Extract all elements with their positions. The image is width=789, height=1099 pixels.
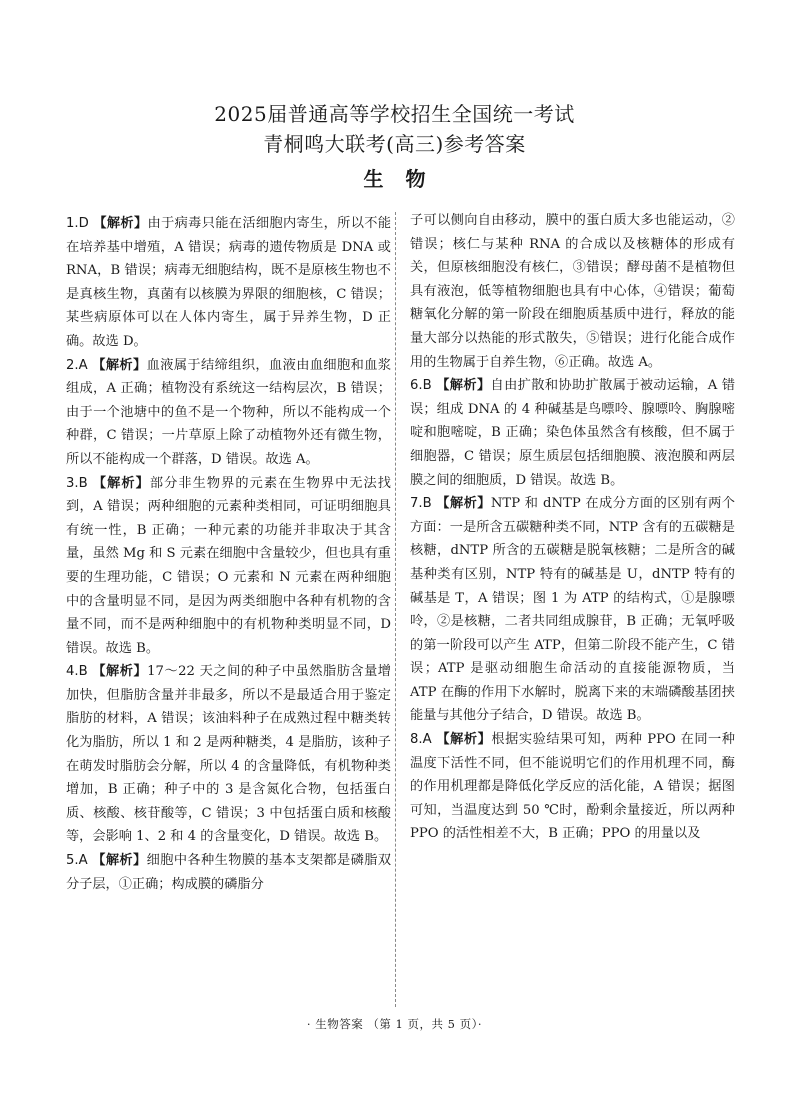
answer-number: 1.D xyxy=(66,216,89,231)
analysis-tag: 【解析】 xyxy=(436,378,491,394)
answer-text: 由于病毒只能在活细胞内寄生，所以不能在培养基中增殖，A 错误；病毒的遗传物质是 DNA 或 RNA，B 错误；病毒无细胞结构，既不是原核生物也不是真核生物，真菌有以核膜为界限的细胞核，C 错误；某些病原体可以在人体内寄生，属于异养生物，D 正确。故选 D。 xyxy=(66,216,392,349)
answer-number: 2.A xyxy=(66,357,88,373)
answer-text: 根据实验结果可知，两种 PPO 在同一种温度下活性不同，但不能说明它们的作用机理不同，酶的作用机理都是降低化学反应的活化能，A 错误；据图可知，当温度达到 50 ℃时，酚剩余量接近，所以两种 PPO 的活性相差不大，B 正确；PPO 的用量以及 xyxy=(410,732,735,842)
column-divider xyxy=(395,212,396,1007)
analysis-tag: 【解析】 xyxy=(93,216,148,231)
analysis-tag: 【解析】 xyxy=(92,664,148,680)
answer-item xyxy=(66,354,391,472)
analysis-tag: 【解析】 xyxy=(92,475,150,491)
exam-subtitle: 青桐鸣大联考(高三)参考答案 xyxy=(263,132,526,156)
answer-number: 7.B xyxy=(410,496,432,512)
answer-item xyxy=(66,212,391,354)
analysis-tag: 【解析】 xyxy=(92,357,147,373)
answer-item xyxy=(66,472,391,661)
answer-item xyxy=(66,660,391,849)
answer-text: 部分非生物界的元素在生物界中无法找到，A 错误；两种细胞的元素种类相同，可证明细胞具有统一性，B 正确；一种元素的功能并非取决于其含量，虽然 Mg 和 S 元素在细胞中含量较少，但也具有重要的生理功能，C 错误；O 元素和 N 元素在两种细胞中的含量明显不同，是因为两类细胞中各种有机物的含量不同，而不是两种细胞中的有机物种类明显不同，D 错误。故选 B。 xyxy=(66,475,391,656)
subject-heading: 生物 xyxy=(363,167,448,191)
answer-continuation xyxy=(410,209,735,374)
answer-number: 8.A xyxy=(410,732,432,748)
answer-item xyxy=(410,374,735,492)
analysis-tag: 【解析】 xyxy=(436,496,491,512)
analysis-tag: 【解析】 xyxy=(92,853,147,869)
exam-title: 2025届普通高等学校招生全国统一考试 xyxy=(214,102,575,126)
answer-text: 17～22 天之间的种子中虽然脂肪含量增加快，但脂肪含量并非最多，所以不是最适合用于鉴定脂肪的材料，A 错误；该油料种子在成熟过程中糖类转化为脂肪，所以 1 和 2 是两种糖类，4 是脂肪，该种子在萌发时脂肪会分解，所以 4 的含量降低，有机物种类增加，B 正确；种子中的 3 是含氮化合物，包括蛋白质、核酸、核苷酸等，C 错误；3 中包括蛋白质和核酸等，会影响 1、2 和 4 的含量变化，D 错误。故选 B。 xyxy=(66,664,391,845)
left-column xyxy=(66,212,391,896)
answer-item xyxy=(410,728,735,846)
answer-item xyxy=(410,492,735,728)
answer-number: 3.B xyxy=(66,475,88,491)
answer-number: 6.B xyxy=(410,378,432,394)
answer-text: NTP 和 dNTP 在成分方面的区别有两个方面：一是所含五碳糖种类不同，NTP 含有的五碳糖是核糖，dNTP 所含的五碳糖是脱氧核糖；二是所含的碱基种类有区别，NTP 特有的碱基是 U，dNTP 特有的碱基是 T，A 错误；图 1 为 ATP 的结构式，①是腺嘌呤，②是核糖，二者共同组成腺苷，B 正确；无氧呼吸的第一阶段可以产生 ATP，但第二阶段不能产生，C 错误；ATP 是驱动细胞生命活动的直接能源物质，当 ATP 在酶的作用下水解时，脱离下来的末端磷酸基团挟能量与其他分子结合，D 错误。故选 B。 xyxy=(410,496,735,724)
answer-text: 子可以侧向自由移动，膜中的蛋白质大多也能运动，②错误；核仁与某种 RNA 的合成以及核糖体的形成有关，但原核细胞没有核仁，③错误；酵母菌不是植物但具有液泡，低等植物细胞也具有中心体，④错误；葡萄糖氧化分解的第一阶段在细胞质基质中进行，释放的能量大部分以热能的形式散失，⑤错误；进行化能合成作用的生物属于自养生物，⑥正确。故选 A。 xyxy=(410,213,735,370)
answer-text: 血液属于结缔组织，血液由血细胞和血浆组成，A 正确；植物没有系统这一结构层次，B 错误；由于一个池塘中的鱼不是一个物种，所以不能构成一个种群，C 错误；一片草原上除了动植物外还有微生物，所以不能构成一个群落，D 错误。故选 A。 xyxy=(66,357,392,467)
page-footer: · 生物答案 （第 1 页，共 5 页）· xyxy=(306,1017,483,1031)
analysis-tag: 【解析】 xyxy=(436,732,492,748)
answer-number: 5.A xyxy=(66,853,88,869)
answer-text: 细胞中各种生物膜的基本支架都是磷脂双分子层，①正确；构成膜的磷脂分 xyxy=(66,853,392,892)
answer-number: 4.B xyxy=(66,664,88,680)
right-column xyxy=(410,209,735,846)
answer-text: 自由扩散和协助扩散属于被动运输，A 错误；组成 DNA 的 4 种碱基是鸟嘌呤、腺嘌呤、胸腺嘧啶和胞嘧啶，B 正确；染色体虽然含有核酸，但不属于细胞器，C 错误；原生质层包括细胞膜、液泡膜和两层膜之间的细胞质，D 错误。故选 B。 xyxy=(410,378,736,488)
answer-item xyxy=(66,849,391,896)
